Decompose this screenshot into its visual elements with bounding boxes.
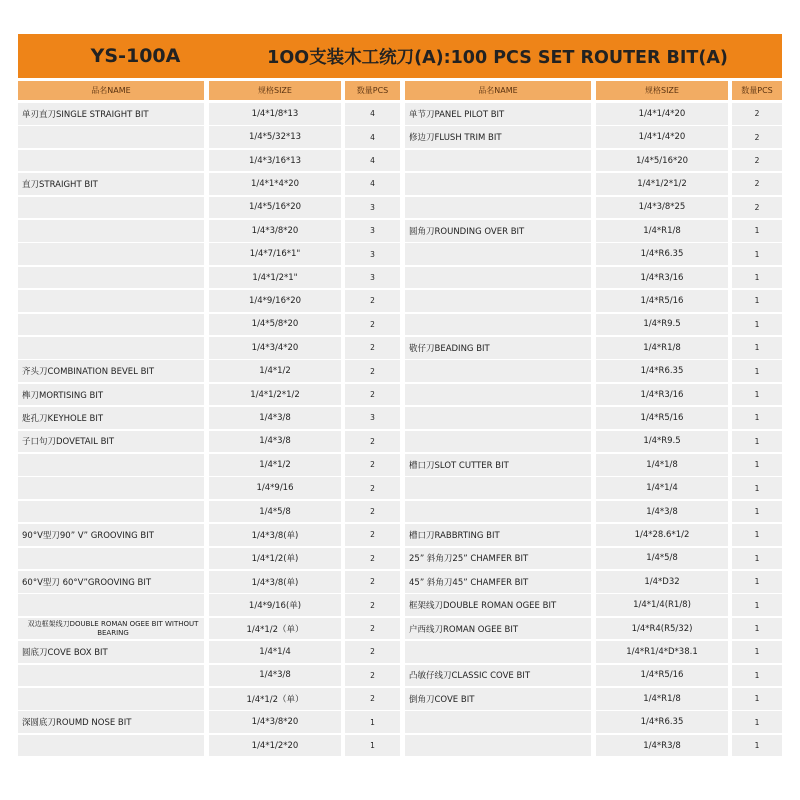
left-qty-cell: 3 xyxy=(345,407,400,429)
right-qty-cell: 1 xyxy=(732,360,782,382)
left-qty-cell: 2 xyxy=(345,431,400,453)
right-name-cell: 槽口刀SLOT CUTTER BIT xyxy=(405,454,591,476)
left-qty-cell: 2 xyxy=(345,571,400,593)
right-qty-cell: 1 xyxy=(732,314,782,336)
left-name-cell xyxy=(18,126,204,148)
left-qty-cell: 2 xyxy=(345,524,400,546)
left-size-cell: 1/4*1*4*20 xyxy=(209,173,341,195)
left-qty-cell: 4 xyxy=(345,173,400,195)
left-qty-cell: 2 xyxy=(345,337,400,359)
left-qty-cell: 1 xyxy=(345,735,400,757)
left-name-cell xyxy=(18,220,204,242)
right-size-cell: 1/4*R9.5 xyxy=(596,431,728,453)
left-name-cell xyxy=(18,150,204,172)
right-name-cell: 倒角刀COVE BIT xyxy=(405,688,591,710)
right-name-cell xyxy=(405,197,591,219)
left-name-cell xyxy=(18,267,204,289)
left-name-cell: 单刃直刀SINGLE STRAIGHT BIT xyxy=(18,103,204,125)
left-qty-cell: 2 xyxy=(345,641,400,663)
right-name-cell: 25” 斜角刀25” CHAMFER BIT xyxy=(405,548,591,570)
right-name-cell xyxy=(405,314,591,336)
right-name-cell xyxy=(405,477,591,499)
right-name-cell: 凸敏仔线刀CLASSIC COVE BIT xyxy=(405,665,591,687)
left-name-cell xyxy=(18,197,204,219)
left-size-cell: 1/4*1/2*1" xyxy=(209,267,341,289)
right-size-cell: 1/4*R5/16 xyxy=(596,665,728,687)
right-size-cell: 1/4*1/2*1/2 xyxy=(596,173,728,195)
left-size-cell: 1/4*1/2（单） xyxy=(209,688,341,710)
left-name-cell: 圆底刀COVE BOX BIT xyxy=(18,641,204,663)
left-size-cell: 1/4*3/16*13 xyxy=(209,150,341,172)
right-qty-cell: 1 xyxy=(732,641,782,663)
left-size-cell: 1/4*9/16(单) xyxy=(209,594,341,616)
left-qty-cell: 2 xyxy=(345,314,400,336)
right-qty-cell: 1 xyxy=(732,524,782,546)
right-qty-cell: 2 xyxy=(732,197,782,219)
left-qty-cell: 2 xyxy=(345,360,400,382)
right-qty-cell: 1 xyxy=(732,290,782,312)
left-size-cell: 1/4*3/8 xyxy=(209,407,341,429)
left-qty-cell: 2 xyxy=(345,290,400,312)
right-size-cell: 1/4*28.6*1/2 xyxy=(596,524,728,546)
right-qty-cell: 1 xyxy=(732,501,782,523)
left-name-cell: 子口句刀DOVETAIL BIT xyxy=(18,431,204,453)
right-name-cell xyxy=(405,501,591,523)
right-qty-cell: 1 xyxy=(732,477,782,499)
left-name-cell: 深圆底刀ROUMD NOSE BIT xyxy=(18,711,204,733)
right-qty-cell: 2 xyxy=(732,103,782,125)
left-qty-cell: 3 xyxy=(345,267,400,289)
left-qty-cell: 4 xyxy=(345,103,400,125)
right-qty-cell: 1 xyxy=(732,735,782,757)
right-size-cell: 1/4*R6.35 xyxy=(596,360,728,382)
right-name-cell: 单节刀PANEL PILOT BIT xyxy=(405,103,591,125)
left-qty-cell: 3 xyxy=(345,197,400,219)
left-qty-cell: 2 xyxy=(345,665,400,687)
right-qty-cell: 1 xyxy=(732,337,782,359)
left-size-cell: 1/4*7/16*1" xyxy=(209,243,341,265)
right-qty-cell: 2 xyxy=(732,126,782,148)
left-name-cell: 60°V型刀 60°V”GROOVING BIT xyxy=(18,571,204,593)
right-size-cell: 1/4*R1/8 xyxy=(596,337,728,359)
right-name-cell: 框架线刀DOUBLE ROMAN OGEE BIT xyxy=(405,594,591,616)
right-size-cell: 1/4*R1/8 xyxy=(596,220,728,242)
right-qty-cell: 1 xyxy=(732,243,782,265)
right-qty-cell: 1 xyxy=(732,431,782,453)
right-size-cell: 1/4*3/8*25 xyxy=(596,197,728,219)
left-size-cell: 1/4*1/2*1/2 xyxy=(209,384,341,406)
right-size-cell: 1/4*R1/4*D*38.1 xyxy=(596,641,728,663)
left-name-cell: 齐头刀COMBINATION BEVEL BIT xyxy=(18,360,204,382)
right-qty-header: 数量PCS xyxy=(732,81,782,100)
left-size-cell: 1/4*1/2（单） xyxy=(209,618,341,640)
right-qty-cell: 1 xyxy=(732,688,782,710)
left-size-cell: 1/4*5/8 xyxy=(209,501,341,523)
left-size-cell: 1/4*1/2(单) xyxy=(209,548,341,570)
left-name-cell: 榫刀MORTISING BIT xyxy=(18,384,204,406)
left-size-cell: 1/4*9/16*20 xyxy=(209,290,341,312)
right-name-cell xyxy=(405,360,591,382)
right-qty-cell: 1 xyxy=(732,594,782,616)
left-name-cell xyxy=(18,290,204,312)
right-qty-cell: 1 xyxy=(732,267,782,289)
left-qty-cell: 4 xyxy=(345,150,400,172)
left-name-cell: 90°V型刀90” V” GROOVING BIT xyxy=(18,524,204,546)
left-size-cell: 1/4*1/8*13 xyxy=(209,103,341,125)
left-name-cell xyxy=(18,501,204,523)
right-name-cell xyxy=(405,384,591,406)
right-size-cell: 1/4*5/16*20 xyxy=(596,150,728,172)
right-name-cell xyxy=(405,711,591,733)
left-name-cell: 双边框架线刀DOUBLE ROMAN OGEE BIT WITHOUT BEARING xyxy=(18,618,204,640)
left-name-cell xyxy=(18,688,204,710)
left-qty-cell: 2 xyxy=(345,454,400,476)
left-qty-cell: 2 xyxy=(345,384,400,406)
right-name-cell xyxy=(405,243,591,265)
left-name-cell: 直刀STRAIGHT BIT xyxy=(18,173,204,195)
left-name-cell xyxy=(18,477,204,499)
left-size-cell: 1/4*1/2 xyxy=(209,360,341,382)
left-name-cell xyxy=(18,548,204,570)
right-size-cell: 1/4*R5/16 xyxy=(596,407,728,429)
right-name-cell xyxy=(405,150,591,172)
left-size-cell: 1/4*3/8 xyxy=(209,431,341,453)
left-name-cell xyxy=(18,337,204,359)
right-qty-cell: 1 xyxy=(732,220,782,242)
right-size-cell: 1/4*3/8 xyxy=(596,501,728,523)
right-size-cell: 1/4*1/4*20 xyxy=(596,103,728,125)
right-qty-cell: 1 xyxy=(732,454,782,476)
left-size-cell: 1/4*3/4*20 xyxy=(209,337,341,359)
right-name-cell: 槽口刀RABBRTING BIT xyxy=(405,524,591,546)
left-size-cell: 1/4*5/16*20 xyxy=(209,197,341,219)
page-title: 1OO支装木工统刀(A):100 PCS SET ROUTER BIT(A) xyxy=(267,47,728,68)
left-size-cell: 1/4*5/32*13 xyxy=(209,126,341,148)
left-size-cell: 1/4*1/2*20 xyxy=(209,735,341,757)
left-size-cell: 1/4*1/4 xyxy=(209,641,341,663)
left-qty-cell: 3 xyxy=(345,243,400,265)
right-size-cell: 1/4*R6.35 xyxy=(596,243,728,265)
left-name-cell xyxy=(18,314,204,336)
right-size-cell: 1/4*R3/16 xyxy=(596,384,728,406)
right-name-cell xyxy=(405,431,591,453)
left-qty-cell: 2 xyxy=(345,594,400,616)
right-name-cell: 圆角刀ROUNDING OVER BIT xyxy=(405,220,591,242)
right-qty-cell: 1 xyxy=(732,618,782,640)
right-name-cell xyxy=(405,735,591,757)
right-size-cell: 1/4*R1/8 xyxy=(596,688,728,710)
left-name-cell xyxy=(18,665,204,687)
left-qty-cell: 4 xyxy=(345,126,400,148)
left-qty-cell: 2 xyxy=(345,477,400,499)
right-size-cell: 1/4*R4(R5/32) xyxy=(596,618,728,640)
right-name-header: 品名NAME xyxy=(405,81,591,100)
right-size-cell: 1/4*1/8 xyxy=(596,454,728,476)
right-size-cell: 1/4*R5/16 xyxy=(596,290,728,312)
left-qty-header: 数量PCS xyxy=(345,81,400,100)
right-name-cell: 45” 斜角刀45” CHAMFER BIT xyxy=(405,571,591,593)
right-size-cell: 1/4*R3/8 xyxy=(596,735,728,757)
right-qty-cell: 1 xyxy=(732,665,782,687)
right-qty-cell: 1 xyxy=(732,571,782,593)
right-name-cell xyxy=(405,267,591,289)
left-qty-cell: 2 xyxy=(345,618,400,640)
left-name-cell: 匙孔刀KEYHOLE BIT xyxy=(18,407,204,429)
right-qty-cell: 2 xyxy=(732,173,782,195)
left-size-cell: 1/4*3/8(单) xyxy=(209,524,341,546)
left-qty-cell: 2 xyxy=(345,501,400,523)
right-name-cell xyxy=(405,407,591,429)
right-qty-cell: 2 xyxy=(732,150,782,172)
title-banner xyxy=(18,34,782,78)
left-qty-cell: 1 xyxy=(345,711,400,733)
right-name-cell xyxy=(405,641,591,663)
left-name-cell xyxy=(18,735,204,757)
left-name-cell xyxy=(18,243,204,265)
left-size-cell: 1/4*1/2 xyxy=(209,454,341,476)
right-name-cell: 户西线刀ROMAN OGEE BIT xyxy=(405,618,591,640)
right-qty-cell: 1 xyxy=(732,548,782,570)
left-name-cell xyxy=(18,454,204,476)
model-number: YS-100A xyxy=(90,45,181,67)
right-size-cell: 1/4*1/4(R1/8) xyxy=(596,594,728,616)
right-size-cell: 1/4*R9.5 xyxy=(596,314,728,336)
right-size-cell: 1/4*1/4*20 xyxy=(596,126,728,148)
left-qty-cell: 3 xyxy=(345,220,400,242)
right-qty-cell: 1 xyxy=(732,711,782,733)
left-size-header: 规格SIZE xyxy=(209,81,341,100)
right-size-cell: 1/4*1/4 xyxy=(596,477,728,499)
right-size-cell: 1/4*5/8 xyxy=(596,548,728,570)
right-size-cell: 1/4*D32 xyxy=(596,571,728,593)
left-size-cell: 1/4*3/8*20 xyxy=(209,711,341,733)
right-size-header: 规格SIZE xyxy=(596,81,728,100)
right-name-cell xyxy=(405,173,591,195)
right-size-cell: 1/4*R3/16 xyxy=(596,267,728,289)
right-name-cell: 敬仔刀BEADING BIT xyxy=(405,337,591,359)
right-qty-cell: 1 xyxy=(732,407,782,429)
right-name-cell: 修边刀FLUSH TRIM BIT xyxy=(405,126,591,148)
right-size-cell: 1/4*R6.35 xyxy=(596,711,728,733)
left-size-cell: 1/4*3/8*20 xyxy=(209,220,341,242)
right-qty-cell: 1 xyxy=(732,384,782,406)
left-size-cell: 1/4*3/8 xyxy=(209,665,341,687)
left-qty-cell: 2 xyxy=(345,688,400,710)
left-qty-cell: 2 xyxy=(345,548,400,570)
left-name-header: 品名NAME xyxy=(18,81,204,100)
right-name-cell xyxy=(405,290,591,312)
left-name-cell xyxy=(18,594,204,616)
left-size-cell: 1/4*3/8(单) xyxy=(209,571,341,593)
left-size-cell: 1/4*9/16 xyxy=(209,477,341,499)
left-size-cell: 1/4*5/8*20 xyxy=(209,314,341,336)
